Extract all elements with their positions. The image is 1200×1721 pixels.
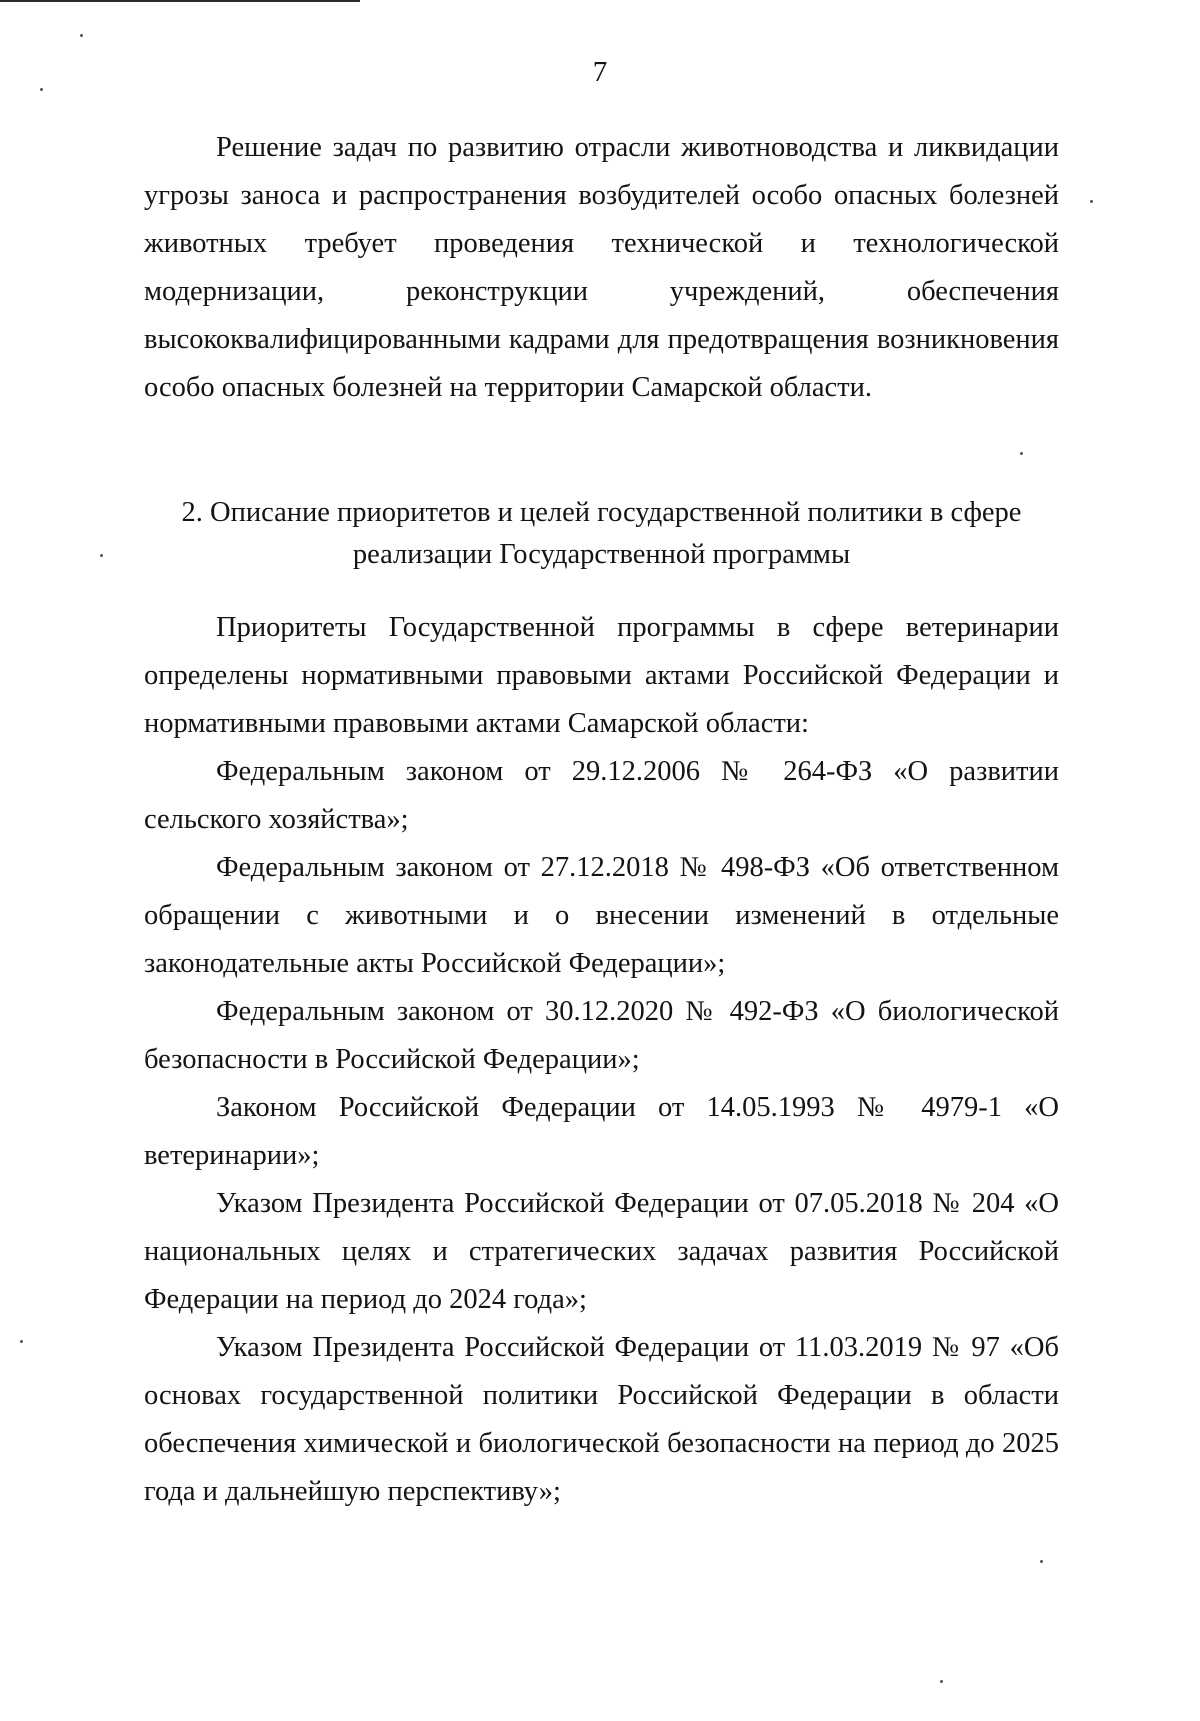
page-number: 7 [592, 56, 608, 88]
scan-speck [100, 554, 103, 557]
scan-speck [20, 1340, 23, 1343]
scan-speck [1040, 1560, 1043, 1563]
legal-act-item: Законом Российской Федерации от 14.05.1993 № 4979-1 «О ветеринарии»; [144, 1092, 1059, 1171]
legal-act-item: Указом Президента Российской Федерации от 11.03.2019 № 97 «Об основах государственной политики Российской Федерации в области обеспечения химической и биологической безопасности на период до 2025 года и дальнейшую перспективу»; [144, 1332, 1059, 1507]
scan-speck [80, 34, 83, 37]
scan-speck [1020, 452, 1023, 455]
intro-block [144, 124, 1059, 412]
priorities-paragraph: Приоритеты Государственной программы в сфере ветеринарии определены нормативными правовыми актами Российской Федерации и нормативными правовыми актами Самарской области: [144, 612, 1059, 739]
section-heading-line-2: реализации Государственной программы [352, 539, 851, 570]
legal-act-item: Федеральным законом от 30.12.2020 № 492-ФЗ «О биологической безопасности в Российской Федерации»; [144, 996, 1059, 1075]
section-heading-line-1: 2. Описание приоритетов и целей государственной политики в сфере [181, 497, 1022, 528]
legal-act-item: Федеральным законом от 29.12.2006 № 264-ФЗ «О развитии сельского хозяйства»; [144, 756, 1059, 835]
scan-speck [40, 88, 43, 91]
body-block [144, 604, 1059, 1516]
scan-speck [1090, 200, 1093, 203]
section-heading [144, 492, 1059, 576]
scan-speck [940, 1680, 943, 1683]
legal-act-item: Указом Президента Российской Федерации от 07.05.2018 № 204 «О национальных целях и стратегических задачах развития Российской Федерации на период до 2024 года»; [144, 1188, 1059, 1315]
scan-top-edge-line [0, 0, 360, 2]
intro-paragraph: Решение задач по развитию отрасли животноводства и ликвидации угрозы заноса и распространения возбудителей особо опасных болезней животных требует проведения технической и технологической модернизации, реконструкции учреждений, обеспечения высококвалифицированными кадрами для предотвращения возникновения особо опасных болезней на территории Самарской области. [144, 132, 1059, 403]
legal-act-item: Федеральным законом от 27.12.2018 № 498-ФЗ «Об ответственном обращении с животными и о внесении изменений в отдельные законодательные акты Российской Федерации»; [144, 852, 1059, 979]
